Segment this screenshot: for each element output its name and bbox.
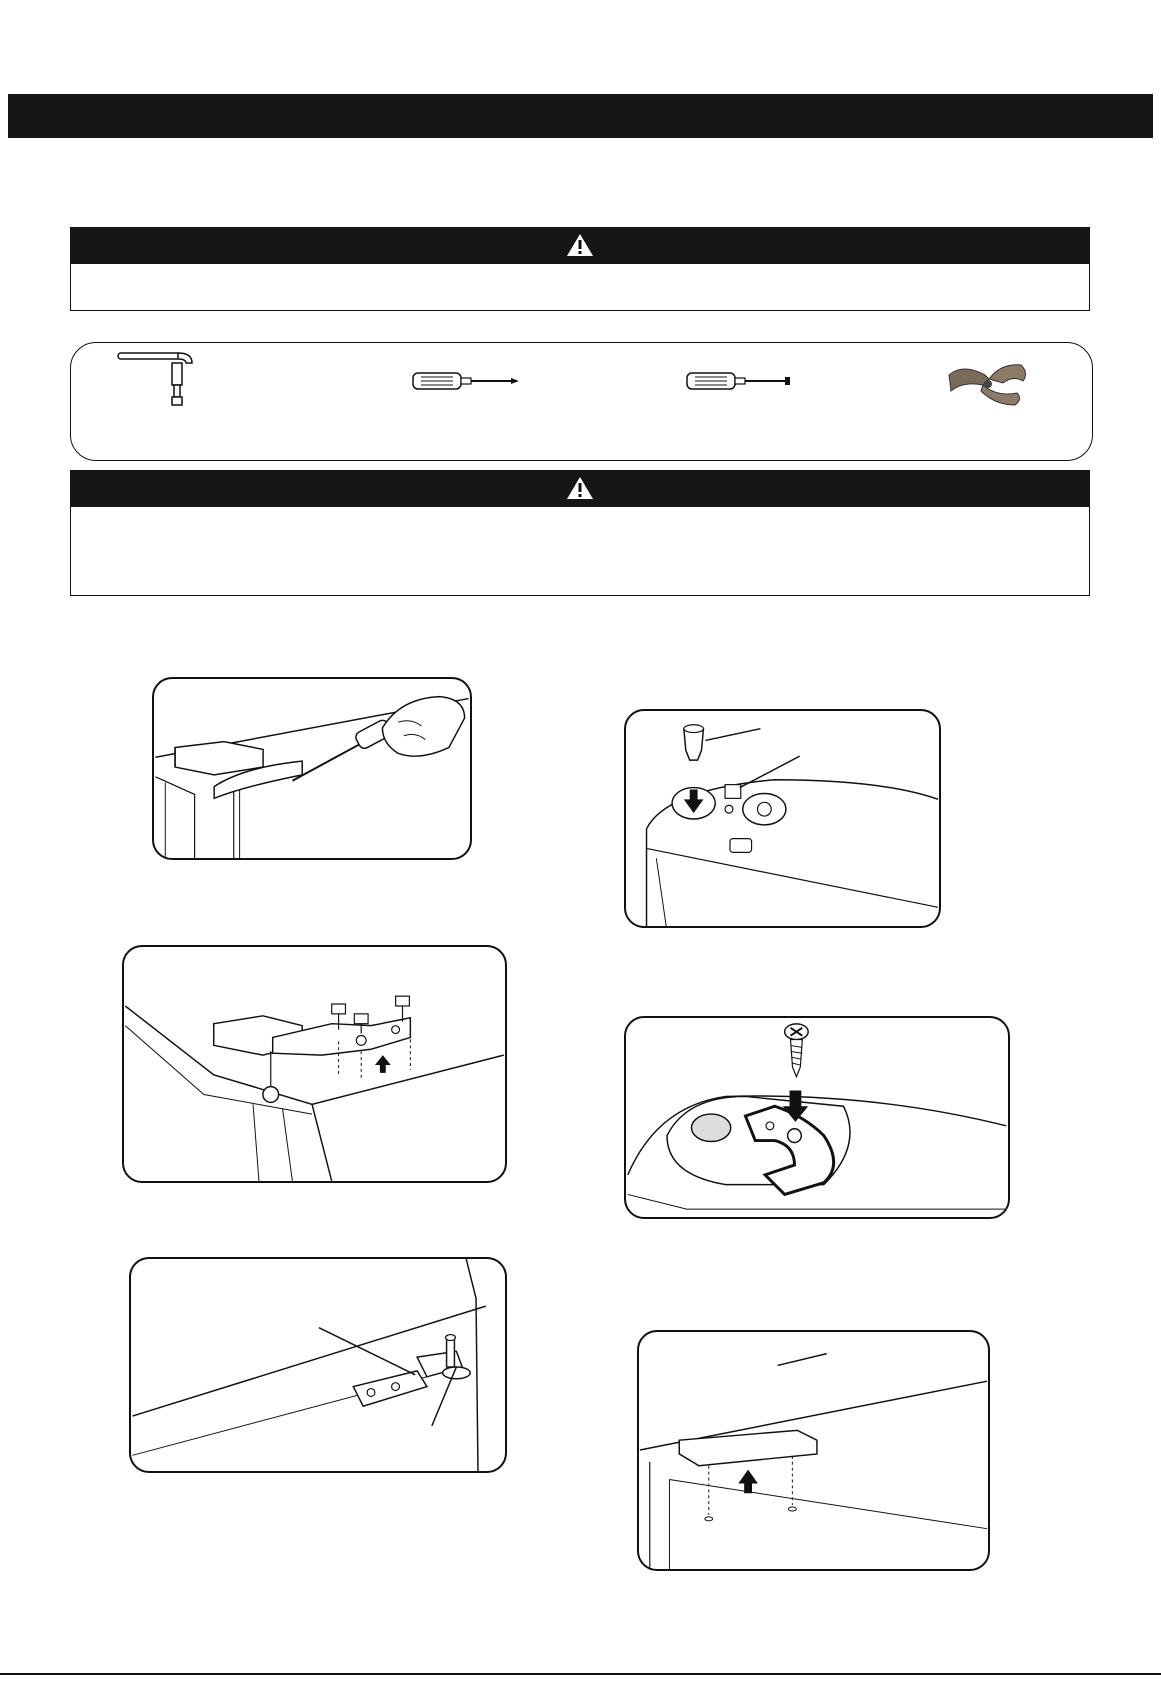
illustration-hinge-screw: [626, 1018, 1008, 1217]
figure-insert-bushing: [624, 709, 941, 928]
illustration-hinge-cover-removal: [154, 679, 470, 858]
warning-triangle-icon: [566, 476, 594, 500]
warning-header: [71, 471, 1089, 507]
tools-needed-box: [70, 342, 1093, 461]
socket-wrench-icon: [116, 349, 206, 409]
warning-box-1: [70, 227, 1090, 311]
section-title-bar: [8, 94, 1153, 138]
tool-socket-wrench: [116, 349, 206, 409]
tool-phillips-screwdriver: [411, 369, 521, 395]
phillips-screwdriver-icon: [411, 369, 521, 395]
figure-remove-hinge-cover: [152, 677, 472, 860]
warning-triangle-icon: [566, 233, 594, 257]
figure-reinstall-cover: [637, 1330, 990, 1571]
warning-header: [71, 228, 1089, 264]
illustration-cover-reinstall: [639, 1332, 988, 1569]
tool-pliers: [943, 357, 1033, 409]
figure-remove-top-hinge: [122, 945, 507, 1183]
warning-box-2: [70, 470, 1090, 596]
tool-flat-screwdriver: [685, 369, 795, 395]
pliers-icon: [943, 357, 1033, 409]
flat-screwdriver-icon: [685, 369, 795, 395]
footer-rule: [0, 1673, 1161, 1675]
illustration-top-hinge-screws: [124, 947, 505, 1181]
figure-install-hinge-screw: [624, 1016, 1010, 1219]
figure-hinge-pin-detail: [129, 1257, 507, 1473]
illustration-hinge-pin: [131, 1259, 505, 1471]
illustration-bushing-insert: [626, 711, 939, 926]
